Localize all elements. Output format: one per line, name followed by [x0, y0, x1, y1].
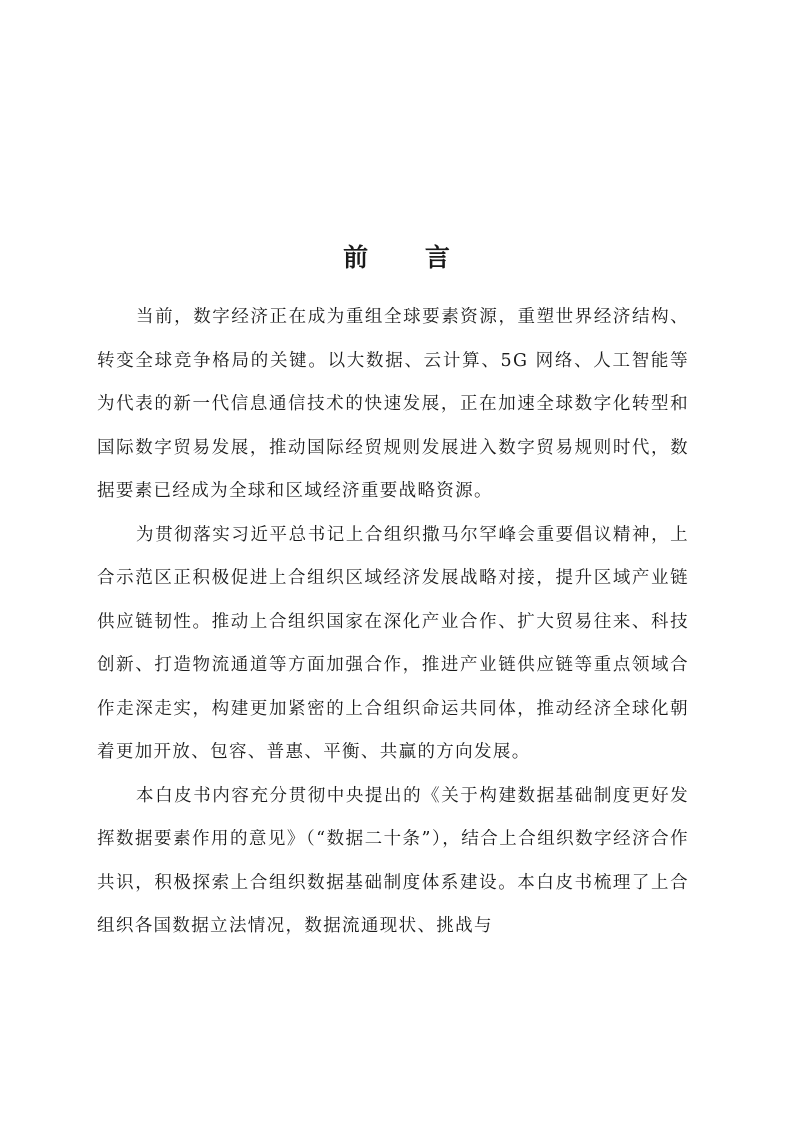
paragraph-2: 为贯彻落实习近平总书记上合组织撒马尔罕峰会重要倡议精神，上合示范区正积极促进上合组织区域经济发展战略对接，提升区域产业链供应链韧性。推动上合组织国家在深化产业合作、扩大贸易往来、科技创新、打造物流通道等方面加强合作，推进产业链供应链等重点领域合作走深走实，构建更加紧密的上合组织命运共同体，推动经济全球化朝着更加开放、包容、普惠、平衡、共赢的方向发展。	[97, 524, 689, 762]
page-title: 前 言	[343, 243, 474, 272]
paragraph-3: 本白皮书内容充分贯彻中央提出的《关于构建数据基础制度更好发挥数据要素作用的意见》（“数据二十条”），结合上合组织数字经济合作共识，积极探索上合组织数据基础制度体系建设。本白皮书梳理了上合组织各国数据立法情况，数据流通现状、挑战与	[97, 785, 689, 936]
paragraph-1: 当前，数字经济正在成为重组全球要素资源，重塑世界经济结构、转变全球竞争格局的关键。以大数据、云计算、5G 网络、人工智能等为代表的新一代信息通信技术的快速发展，正在加速全球数字化转型和国际数字贸易发展，推动国际经贸规则发展进入数字贸易规则时代，数据要素已经成为全球和区域经济重要战略资源。	[97, 307, 689, 501]
document-body	[97, 296, 689, 949]
